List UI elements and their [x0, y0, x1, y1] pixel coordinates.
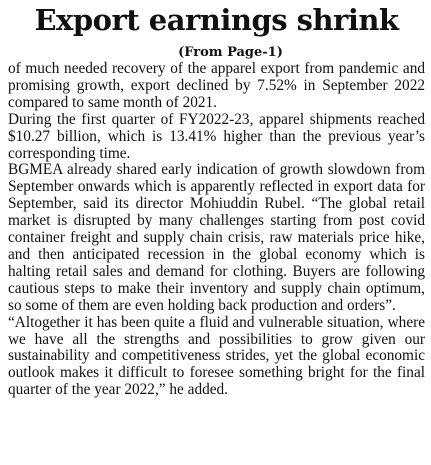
headline: Export earnings shrink: [34, 3, 399, 37]
article-body: [8, 61, 425, 399]
paragraph-1: of much needed recovery of the apparel export from pandemic and promising growth, export declined by 7.52% in September 2022 compared to same month of 2021.: [8, 60, 425, 111]
paragraph-3: BGMEA already shared early indication of growth slowdown from September onwards which is apparently reflected in export data for September, said its director Mohiuddin Rubel. “The global retail market is disrupted by many challenges starting from post covid container freight and supply chain crisis, raw materials price hike, and then anticipated recession in the global economy which is halting retail sales and demand for clothing. Buyers are following cautious steps to make their inventory and supply chain optimum, so some of them are even holding back production and orders”.: [8, 161, 425, 314]
continuation-label: (From Page-1): [178, 45, 283, 60]
paragraph-4: “Altogether it has been quite a fluid and vulnerable situation, where we have all the strengths and possibilities to grow given our sustainability and competitiveness strides, yet the global economic outlook makes it difficult to foresee something bright for the final quarter of the year 2022,” he added.: [8, 313, 425, 399]
paragraph-2: During the first quarter of FY2022-23, apparel shipments reached $10.27 billion, which is 13.41% higher than the previous year’s corresponding time.: [8, 110, 425, 162]
